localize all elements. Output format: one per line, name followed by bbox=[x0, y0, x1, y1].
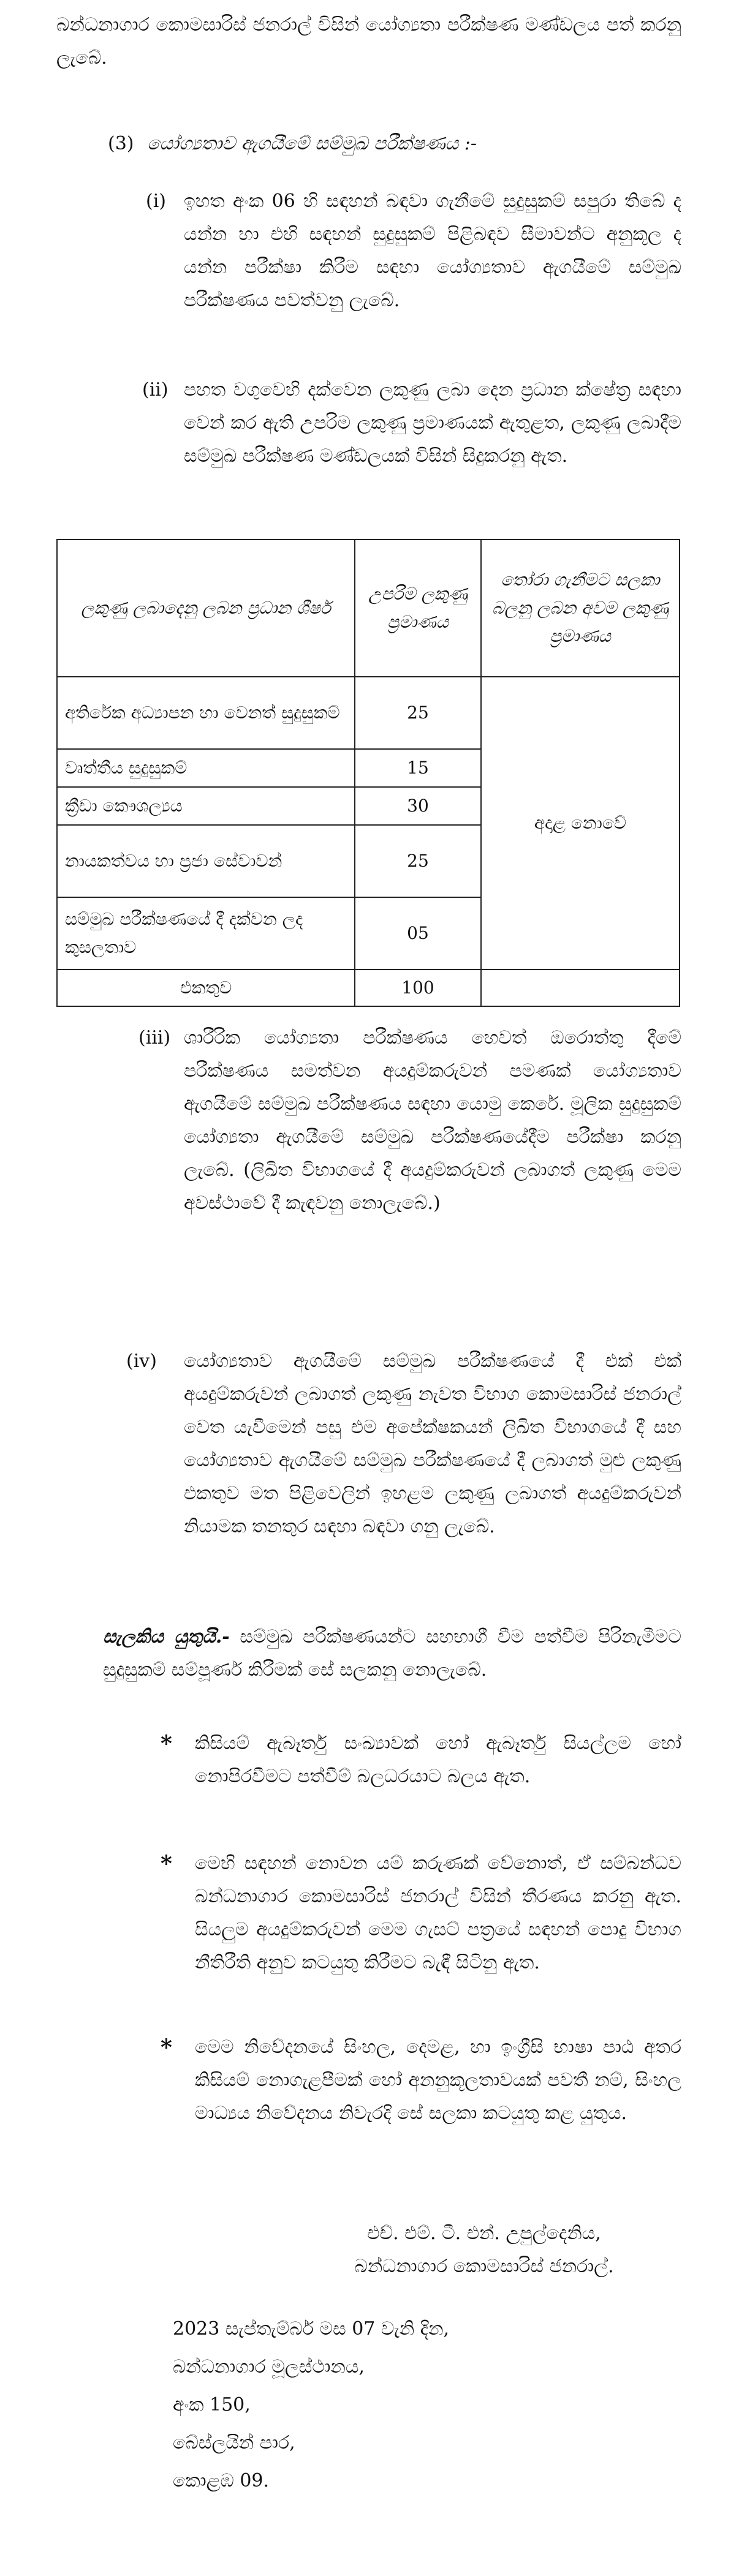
table-cell-label: අතිරේක අධ්‍යාපන හා වෙනත් සුදුසුකම් bbox=[57, 677, 355, 749]
item-number: (iii) bbox=[138, 1027, 171, 1049]
table-header: උපරිම ලකුණු ප්‍රමාණය bbox=[355, 540, 481, 677]
table-cell-empty bbox=[481, 970, 680, 1006]
note-label: සැලකිය යුතුයි.- bbox=[103, 1626, 230, 1648]
item-number: (iv) bbox=[126, 1350, 157, 1372]
table-total-label: එකතුව bbox=[57, 970, 355, 1006]
table-header: තෝරා ගැනීමට සලකා බලනු ලබන අවම ලකුණු ප්‍රමාණය bbox=[481, 540, 680, 677]
item-number: (i) bbox=[146, 190, 167, 212]
table-cell-label: සම්මුඛ පරීක්ෂණයේ දී දක්වන ලද කුසලතාව bbox=[57, 897, 355, 970]
bullet-text: මෙහි සඳහන් නොවන යම් කරුණක් වේනොත්, ඒ සම්බන්ධව බන්ධනාගාර කොමසාරිස් ජනරාල් විසින් තීරණය කරනු ඇත. සියලුම අයදුම්කරුවන් මෙම ගැසට් පත්‍රයේ සඳහන් පොදු විභාග නීතිරීති අනුව කටයුතු කිරීමට බැඳී සිටිනු ඇත. bbox=[195, 1853, 681, 1973]
section-title: යෝග්‍යතාව ඇගයීමේ සම්මුඛ පරීක්ෂණය :- bbox=[147, 133, 477, 154]
bullet-asterisk: * bbox=[161, 1731, 172, 1757]
table-cell-marks: 15 bbox=[355, 749, 481, 787]
item-text: ශාරීරික යෝග්‍යතා පරීක්ෂණය හෙවත් ඔරොත්තු දීමේ පරීක්ෂණය සමත්වන අයදුම්කරුවන් පමණක් යෝග්‍යතාව ඇගයීමේ සම්මුඛ පරීක්ෂණය සඳහා යොමු කෙරේ. මූලික සුදුසුකම් යෝග්‍යතා ඇගයීමේ සම්මුඛ පරීක්ෂණයේදීම පරීක්ෂා කරනු ලැබේ. (ලිඛිත විභාගයේ දී අයදුම්කරුවන් ලබාගත් ලකුණු මෙම අවස්ථාවේ දී කැඳවනු නොලැබේ.) bbox=[184, 1027, 681, 1214]
table-cell-marks: 05 bbox=[355, 897, 481, 970]
address-line: බන්ධනාගාර මූලස්ථානය, bbox=[173, 2356, 365, 2378]
table-cell-marks: 30 bbox=[355, 787, 481, 825]
note-paragraph bbox=[103, 1621, 681, 1687]
signatory-name: එච්. එම්. ටී. එන්. උපුල්දෙනිය, bbox=[367, 2223, 601, 2244]
address-line: කොළඹ 09. bbox=[173, 2470, 270, 2491]
table-cell-marks: 25 bbox=[355, 677, 481, 749]
table-cell-label: ක්‍රීඩා කෞශල්‍යය bbox=[57, 787, 355, 825]
bullet-text: මෙම නිවේදනයේ සිංහල, දෙමළ, හා ඉංග්‍රීසි භාෂා පාඨ අතර කිසියම් නොගැළපීමක් හෝ අනනුකූලතාවයක් පවතී නම්, සිංහල මාධ්‍යය නිවේදනය නිවැරදි සේ සලකා කටයුතු කළ යුතුය. bbox=[195, 2036, 681, 2124]
table-total-value: 100 bbox=[355, 970, 481, 1006]
signatory-title: බන්ධනාගාර කොමසාරිස් ජනරාල්. bbox=[354, 2256, 614, 2277]
address-line: බේස්ලයින් පාර, bbox=[173, 2432, 295, 2454]
address-line: අංක 150, bbox=[173, 2394, 251, 2416]
bullet-text: කිසියම් ඇබෑර්තු සංඛ්‍යාවක් හෝ ඇබෑර්තු සියල්ලම හෝ නොපිරවීමට පත්වීම් බලධරයාට බලය ඇත. bbox=[195, 1733, 681, 1787]
note-text: සම්මුඛ පරීක්ෂණයන්ට සහභාගී වීම පත්වීම පිරිනැමීමට සුදුසුකම් සම්පූර්ණ කිරීමක් සේ සලකනු නොලැබේ. bbox=[103, 1626, 681, 1681]
table-cell-label: වෘත්තීය සුදුසුකම් bbox=[57, 749, 355, 787]
table-cell-marks: 25 bbox=[355, 825, 481, 897]
item-text: පහත වගුවෙහි දක්වෙන ලකුණු ලබා දෙන ප්‍රධාන ක්ෂේත්‍ර සඳහා වෙන් කර ඇති උපරිම ලකුණු ප්‍රමාණයක් ඇතුළත, ලකුණු ලබාදීම සම්මුඛ පරීක්ෂණ මණ්ඩලයක් විසින් සිදුකරනු ඇත. bbox=[184, 379, 681, 467]
item-number: (ii) bbox=[142, 379, 169, 401]
table-cell-min-marks: අදාළ නොවේ bbox=[481, 677, 680, 970]
marks-table bbox=[56, 539, 680, 1007]
bullet-asterisk: * bbox=[161, 1851, 172, 1877]
bullet-asterisk: * bbox=[161, 2035, 172, 2060]
item-text: ඉහත අංක 06 හි සඳහන් බඳවා ගැනීමේ සුදුසුකම් සපුරා තිබේ ද යන්න හා එහි සඳහන් සුදුසුකම් පිළිබඳව සීමාවන්ට අනුකූල ද යන්න පරීක්ෂා කිරීම සඳහා යෝග්‍යතාව ඇගයීමේ සම්මුඛ පරීක්ෂණය පවත්වනු ලැබේ. bbox=[184, 190, 681, 311]
address-date: 2023 සැප්තැම්බර් මස 07 වැනි දින, bbox=[173, 2318, 449, 2340]
table-cell-label: නායකත්වය හා ප්‍රජා සේවාවන් bbox=[57, 825, 355, 897]
item-text: යෝග්‍යතාව ඇගයීමේ සම්මුඛ පරීක්ෂණයේ දී එක් එක් අයදුම්කරුවන් ලබාගත් ලකුණු නැවත විභාග කොමසාරිස් ජනරාල් වෙත යැවීමෙන් පසු එම අපේක්ෂකයන් ලිඛිත විභාගයේ දී සහ යෝග්‍යතාව ඇගයීමේ සම්මුඛ පරීක්ෂණයේ දී ලබාගත් මුළු ලකුණු එකතුව මත පිළිවෙලින් ඉහළම ලකුණු ලබාගත් අයදුම්කරුවන් නියාමක තනතුර සඳහා බඳවා ගනු ලැබේ. bbox=[184, 1350, 681, 1537]
table-total-row bbox=[57, 970, 680, 1006]
section-number: (3) bbox=[108, 133, 134, 154]
table-header-row bbox=[57, 540, 680, 677]
intro-paragraph: බන්ධනාගාර කොමසාරිස් ජනරාල් විසින් යෝග්‍යතා පරීක්ෂණ මණ්ඩලය පත් කරනු ලැබේ. bbox=[56, 14, 681, 69]
table-header: ලකුණු ලබාදෙනු ලබන ප්‍රධාන ශීර්ෂ bbox=[57, 540, 355, 677]
table-row bbox=[57, 677, 680, 749]
